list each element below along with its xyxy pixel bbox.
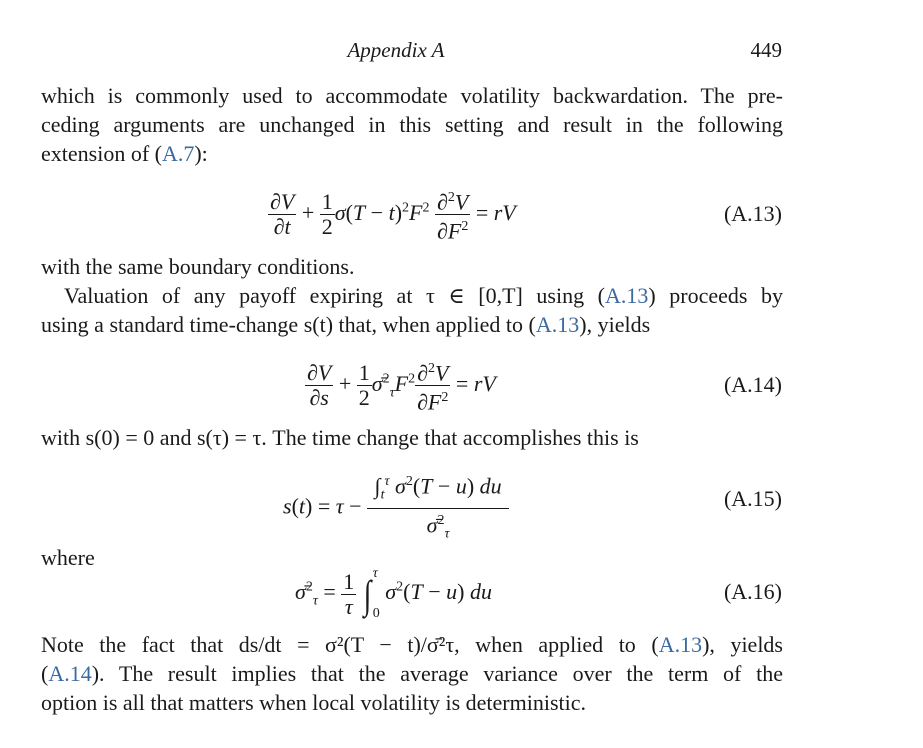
equation-reference-link[interactable]: A.7 bbox=[161, 141, 195, 166]
equation-number: (A.15) bbox=[723, 486, 782, 511]
equation-a13: $\frac{\partial V}{\partial t}$ + $\frac{1}{2}$ $\sigma(T - t)^2F^2$ $\frac{\partial^2V}{\partial F^2}$ = rV bbox=[268, 186, 516, 244]
paragraph-1 bbox=[41, 81, 783, 168]
text-line: Note the fact that ds/dt = σ²(T − t)/σ̄²τ, when applied to (A.13), yields bbox=[41, 632, 783, 657]
page-number: 449 bbox=[750, 38, 782, 62]
equation-reference-link[interactable]: A.13 bbox=[535, 312, 580, 337]
text-line: option is all that matters when local volatility is deterministic. bbox=[41, 690, 587, 715]
equation-number: (A.13) bbox=[723, 201, 782, 226]
equation-a15: s(t) = τ − $\frac{\int_t^\tau \sigma^2(T - u) du}{\sigmā^2_\tau}$ bbox=[283, 470, 509, 546]
paragraph-6 bbox=[41, 630, 783, 717]
equation-a16: σ̄$^2_\tau$ = $\frac{1}{\tau}$ ∫ τ 0 $\sigma^2(T - u)$ du bbox=[295, 566, 492, 621]
equation-a14: $\frac{\partial V}{\partial s}$ + $\frac{1}{2}$ $\sigmā^2_\tau F^2$ $\frac{\partial^2V}{\partial F^2}$ = rV bbox=[305, 357, 496, 415]
running-header: Appendix A bbox=[347, 38, 445, 62]
text-line: using a standard time-change s(t) that, when applied to (A.13), yields bbox=[41, 312, 651, 337]
text-line: where bbox=[41, 545, 95, 570]
text-line: (A.14). The result implies that the average variance over the term of the bbox=[41, 661, 783, 686]
integral-sign: ∫ bbox=[363, 571, 372, 617]
equation-reference-link[interactable]: A.14 bbox=[48, 661, 92, 686]
equation-reference-link[interactable]: A.13 bbox=[658, 632, 703, 657]
text-line: extension of (A.7): bbox=[41, 141, 208, 166]
paragraph-2 bbox=[41, 252, 783, 281]
paragraph-4 bbox=[41, 423, 783, 452]
equation-number: (A.16) bbox=[723, 579, 782, 604]
equation-reference-link[interactable]: A.13 bbox=[604, 283, 649, 308]
paragraph-3 bbox=[41, 281, 783, 339]
text-line: ceding arguments are unchanged in this setting and result in the following bbox=[41, 112, 783, 137]
equation-number: (A.14) bbox=[723, 372, 782, 397]
text-line: which is commonly used to accommodate volatility backwardation. The pre- bbox=[41, 83, 783, 108]
text-line: with s(0) = 0 and s(τ) = τ. The time change that accomplishes this is bbox=[41, 425, 639, 450]
text-line: Valuation of any payoff expiring at τ ∈ [0,T] using (A.13) proceeds by bbox=[64, 283, 783, 308]
text-line: with the same boundary conditions. bbox=[41, 254, 355, 279]
